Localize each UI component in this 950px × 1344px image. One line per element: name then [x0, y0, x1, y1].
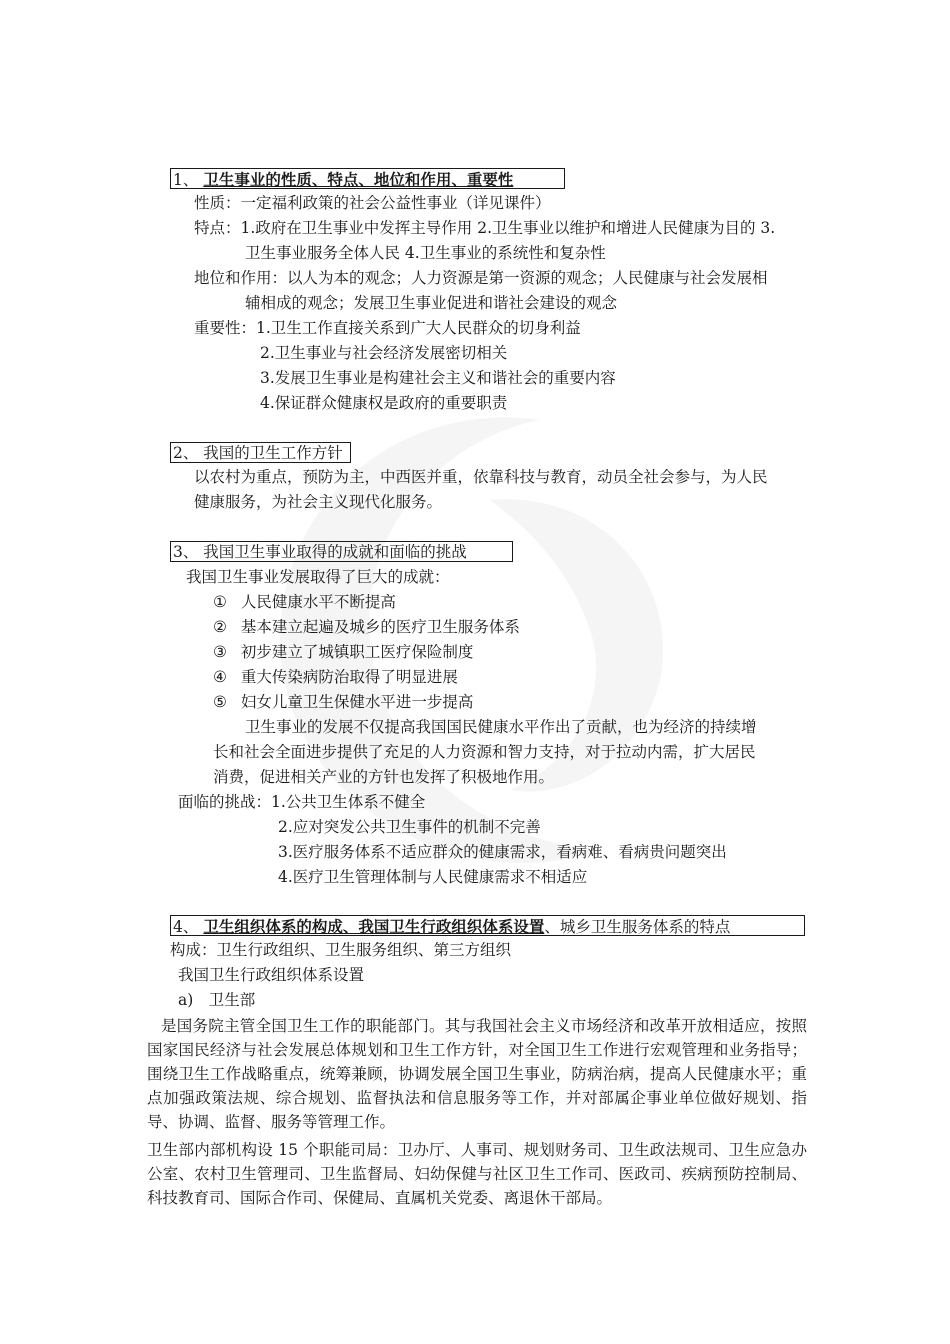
ministry-departments: 卫生部内部机构设 15 个职能司局：卫办厅、人事司、规划财务司、卫生政法规司、卫生应急办公室、农村卫生管理司、卫生监督局、妇幼保健与社区卫生工作司、医政司、疾病预防控制局、科技教育司、国际合作司、保健局、直属机关党委、离退休干部局。 [147, 1141, 807, 1207]
achievement-text: 基本建立起遍及城乡的医疗卫生服务体系 [240, 618, 520, 636]
section-4-heading [170, 915, 805, 936]
composition-text: 构成：卫生行政组织、卫生服务组织、第三方组织 [170, 941, 512, 959]
achievement-item [213, 692, 473, 712]
challenge-item: 面临的挑战：1.公共卫生体系不健全 [178, 793, 426, 811]
section-3-heading: 3、 我国卫生事业取得的成就和面临的挑战 [170, 541, 513, 562]
summary-line-3: 消费，促进相关产业的方针也发挥了积极地作用。 [213, 768, 555, 786]
section-4-number: 4、 [173, 918, 199, 936]
policy-line-1: 以农村为重点，预防为主，中西医并重，依靠科技与教育，动员全社会参与，为人民 [194, 468, 768, 486]
section-1-title: 卫生事业的性质、特点、地位和作用、重要性 [203, 170, 514, 189]
achievement-item [213, 667, 458, 687]
ministry-description: 是国务院主管全国卫生工作的职能部门。其与我国社会主义市场经济和改革开放相适应，按照国家国民经济与社会发展总体规划和卫生工作方针，对全国卫生工作进行宏观管理和业务指导；围绕卫生工作战略重点，统筹兼顾，协调发展全国卫生事业，防病治病，提高人民健康水平；重点加强政策法规、综合规划、监督执法和信息服务等工作，并对部属企事业单位做好规划、指导、协调、监督、服务等管理工作。 [147, 1017, 807, 1131]
achievement-text: 人民健康水平不断提高 [240, 593, 396, 611]
section-2-heading: 2、 我国的卫生工作方针 [170, 442, 351, 463]
challenge-item: 2.应对突发公共卫生事件的机制不完善 [278, 818, 541, 836]
summary-line-1: 卫生事业的发展不仅提高我国国民健康水平作出了贡献，也为经济的持续增 [245, 718, 757, 736]
achievement-number: ② [213, 618, 227, 636]
importance-item: 4.保证群众健康权是政府的重要职责 [260, 394, 508, 412]
role-line-1: 地位和作用：以人为本的观念；人力资源是第一资源的观念；人民健康与社会发展相 [194, 269, 768, 287]
achievement-text: 初步建立了城镇职工医疗保险制度 [240, 643, 474, 661]
sub-item-a: a) 卫生部 [178, 991, 256, 1009]
section-1-number: 1、 [173, 171, 199, 189]
achievement-item [213, 592, 396, 612]
challenge-item: 3.医疗服务体系不适应群众的健康需求，看病难、看病贵问题突出 [278, 843, 727, 861]
section-4-title-bold: 卫生组织体系的构成、我国卫生行政组织体系设置 [203, 917, 545, 936]
achievement-number: ④ [213, 668, 227, 686]
features-line-1: 特点：1.政府在卫生事业中发挥主导作用 2.卫生事业以维护和增进人民健康为目的 3. [194, 219, 776, 237]
achievement-text: 重大传染病防治取得了明显进展 [240, 668, 458, 686]
achievement-number: ③ [213, 643, 227, 661]
achievement-item [213, 617, 520, 637]
policy-line-2: 健康服务，为社会主义现代化服务。 [194, 493, 443, 511]
achievements-intro: 我国卫生事业发展取得了巨大的成就： [186, 568, 450, 586]
features-line-2: 卫生事业服务全体人民 4.卫生事业的系统性和复杂性 [245, 244, 606, 262]
summary-line-2: 长和社会全面进步提供了充足的人力资源和智力支持，对于拉动内需，扩大居民 [213, 743, 756, 761]
importance-item: 2.卫生事业与社会经济发展密切相关 [260, 344, 508, 362]
role-line-2: 辅相成的观念；发展卫生事业促进和谐社会建设的观念 [245, 294, 618, 312]
achievement-number: ⑤ [213, 693, 227, 711]
section-1-heading [170, 168, 565, 189]
importance-item: 3.发展卫生事业是构建社会主义和谐社会的重要内容 [260, 369, 616, 387]
nature-text: 性质：一定福利政策的社会公益性事业（详见课件） [194, 194, 551, 212]
section-4-title-rest: 、城乡卫生服务体系的特点 [544, 918, 731, 936]
achievement-number: ① [213, 593, 227, 611]
setup-text: 我国卫生行政组织体系设置 [178, 966, 365, 984]
achievement-text: 妇女儿童卫生保健水平进一步提高 [240, 693, 474, 711]
challenge-item: 4.医疗卫生管理体制与人民健康需求不相适应 [278, 868, 588, 886]
importance-item: 重要性：1.卫生工作直接关系到广大人民群众的切身利益 [194, 319, 581, 337]
achievement-item [213, 642, 473, 662]
